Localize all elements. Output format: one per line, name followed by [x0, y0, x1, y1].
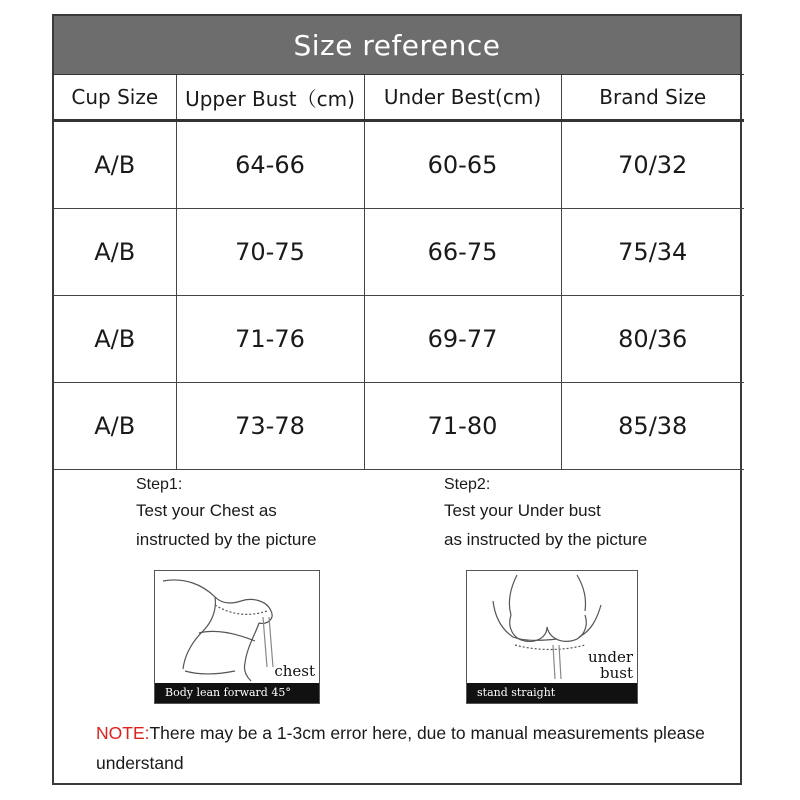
note-key: NOTE: [96, 723, 150, 743]
under-bust-label-line1: under [588, 648, 633, 666]
table-header-row [54, 75, 744, 121]
header-under-bust: Under Best(cm) [364, 75, 561, 121]
step2-line2: as instructed by the picture [444, 530, 648, 549]
table-row [54, 296, 744, 383]
header-upper-bust: Upper Bust（cm) [176, 75, 364, 121]
cell-upper-bust: 70-75 [176, 209, 364, 296]
cell-cup-size: A/B [54, 296, 176, 383]
stand-straight-caption: stand straight [467, 683, 637, 703]
step1-line1: Test your Chest as [136, 501, 277, 520]
table-row [54, 383, 744, 470]
measurement-steps [54, 466, 740, 706]
under-bust-label [588, 649, 633, 681]
chest-measure-illustration [154, 570, 320, 704]
step1-instructions [136, 474, 316, 554]
cell-under-bust: 71-80 [364, 383, 561, 470]
cell-cup-size: A/B [54, 383, 176, 470]
cell-cup-size: A/B [54, 209, 176, 296]
cell-upper-bust: 71-76 [176, 296, 364, 383]
cell-under-bust: 69-77 [364, 296, 561, 383]
size-table [54, 74, 744, 470]
step1-heading: Step1: [136, 476, 183, 493]
cell-cup-size: A/B [54, 121, 176, 209]
cell-brand-size: 75/34 [561, 209, 744, 296]
step2-instructions [444, 474, 647, 554]
chest-label: chest [274, 662, 315, 680]
header-cup-size: Cup Size [54, 75, 176, 121]
page-title: Size reference [54, 16, 740, 74]
step1-line2: instructed by the picture [136, 530, 317, 549]
size-chart-sheet [52, 14, 742, 785]
cell-brand-size: 70/32 [561, 121, 744, 209]
cell-under-bust: 66-75 [364, 209, 561, 296]
header-brand-size: Brand Size [561, 75, 744, 121]
note-text: There may be a 1-3cm error here, due to manual measurements please understand [96, 723, 705, 773]
table-row [54, 121, 744, 209]
cell-brand-size: 85/38 [561, 383, 744, 470]
cell-upper-bust: 64-66 [176, 121, 364, 209]
measurement-note [96, 718, 716, 778]
cell-brand-size: 80/36 [561, 296, 744, 383]
cell-upper-bust: 73-78 [176, 383, 364, 470]
under-bust-label-line2: bust [600, 664, 633, 682]
table-row [54, 209, 744, 296]
step2-line1: Test your Under bust [444, 501, 601, 520]
step2-heading: Step2: [444, 476, 491, 493]
under-bust-measure-illustration [466, 570, 638, 704]
lean-forward-caption: Body lean forward 45° [155, 683, 319, 703]
cell-under-bust: 60-65 [364, 121, 561, 209]
